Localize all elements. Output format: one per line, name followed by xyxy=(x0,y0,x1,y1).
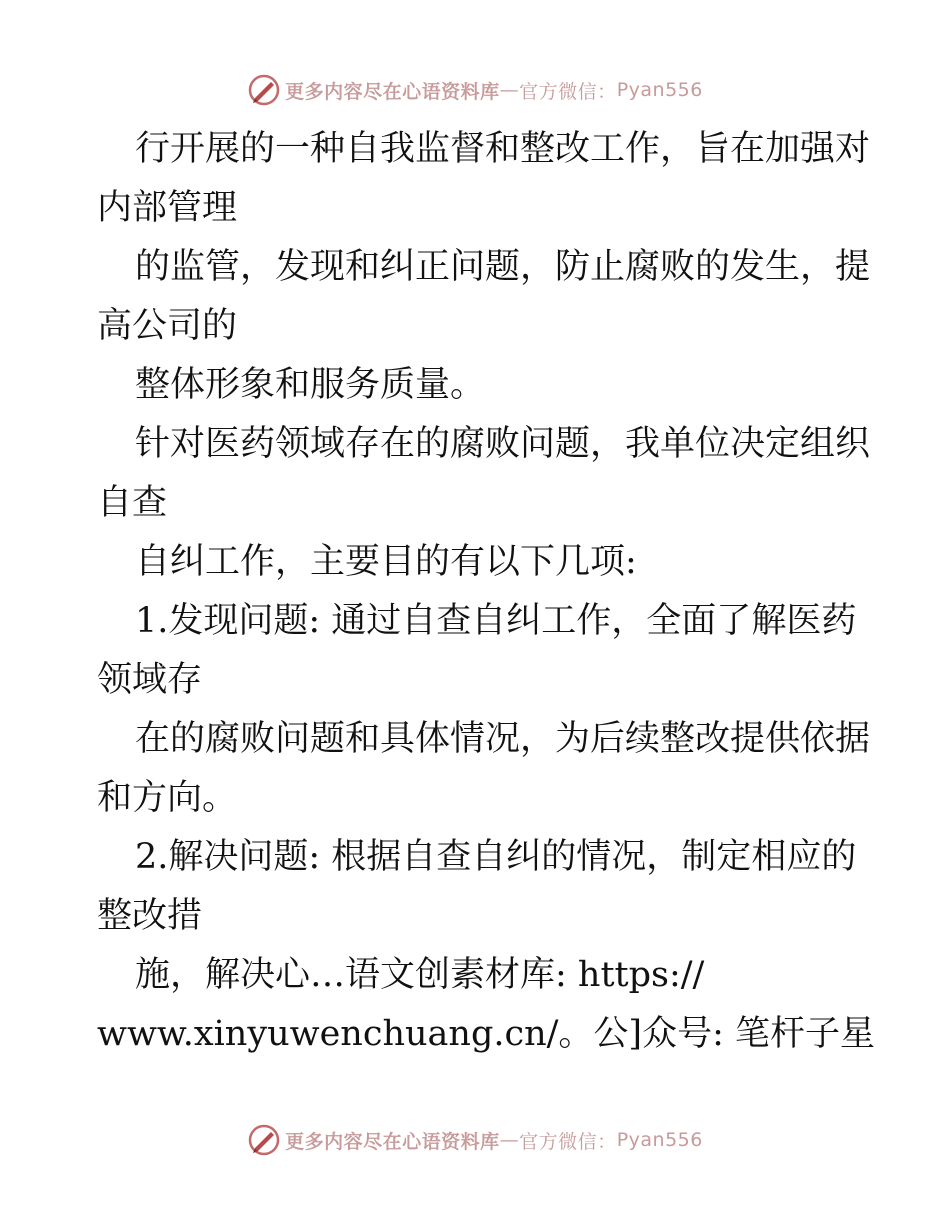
text-line: 高公司的 xyxy=(97,306,238,346)
text-line: 施，解决心…语文创素材库: https:// xyxy=(135,955,705,995)
watermark-main-text: 更多内容尽在心语资料库 xyxy=(285,80,500,103)
text-line: 的监管，发现和纠正问题，防止腐败的发生，提 xyxy=(135,247,871,287)
text-line: 行开展的一种自我监督和整改工作，旨在加强对 xyxy=(135,129,871,169)
text-line: 和方向。 xyxy=(97,778,238,818)
watermark-main-text: 更多内容尽在心语资料库 xyxy=(285,1130,500,1153)
watermark-wechat-id: Pyan556 xyxy=(616,1129,703,1151)
pen-logo-icon xyxy=(247,1123,281,1157)
header-watermark xyxy=(0,70,950,110)
footer-watermark xyxy=(0,1120,950,1160)
text-line: 在的腐败问题和具体情况，为后续整改提供依据 xyxy=(135,719,871,759)
text-line: 整改措 xyxy=(97,896,203,936)
text-line: 1.发现问题: 通过自查自纠工作，全面了解医药 xyxy=(135,601,857,641)
text-line: 领域存 xyxy=(97,660,203,700)
watermark-wechat-label: 官方微信： xyxy=(519,1130,617,1153)
watermark-dash: — xyxy=(499,79,520,101)
pen-logo-icon xyxy=(247,73,281,107)
text-line: 自纠工作，主要目的有以下几项: xyxy=(135,542,637,582)
text-line: 自查 xyxy=(97,483,168,523)
text-line: www.xinyuwenchuang.cn/。公]众号: 笔杆子星 xyxy=(97,1014,875,1054)
watermark-wechat-label: 官方微信： xyxy=(519,80,617,103)
text-line: 整体形象和服务质量。 xyxy=(135,365,486,405)
watermark-dash: — xyxy=(499,1129,520,1151)
document-body xyxy=(97,120,875,1064)
text-line: 2.解决问题: 根据自查自纠的情况，制定相应的 xyxy=(135,837,857,877)
watermark-wechat-id: Pyan556 xyxy=(616,79,703,101)
text-line: 内部管理 xyxy=(97,188,238,228)
text-line: 针对医药领域存在的腐败问题，我单位决定组织 xyxy=(135,424,871,464)
